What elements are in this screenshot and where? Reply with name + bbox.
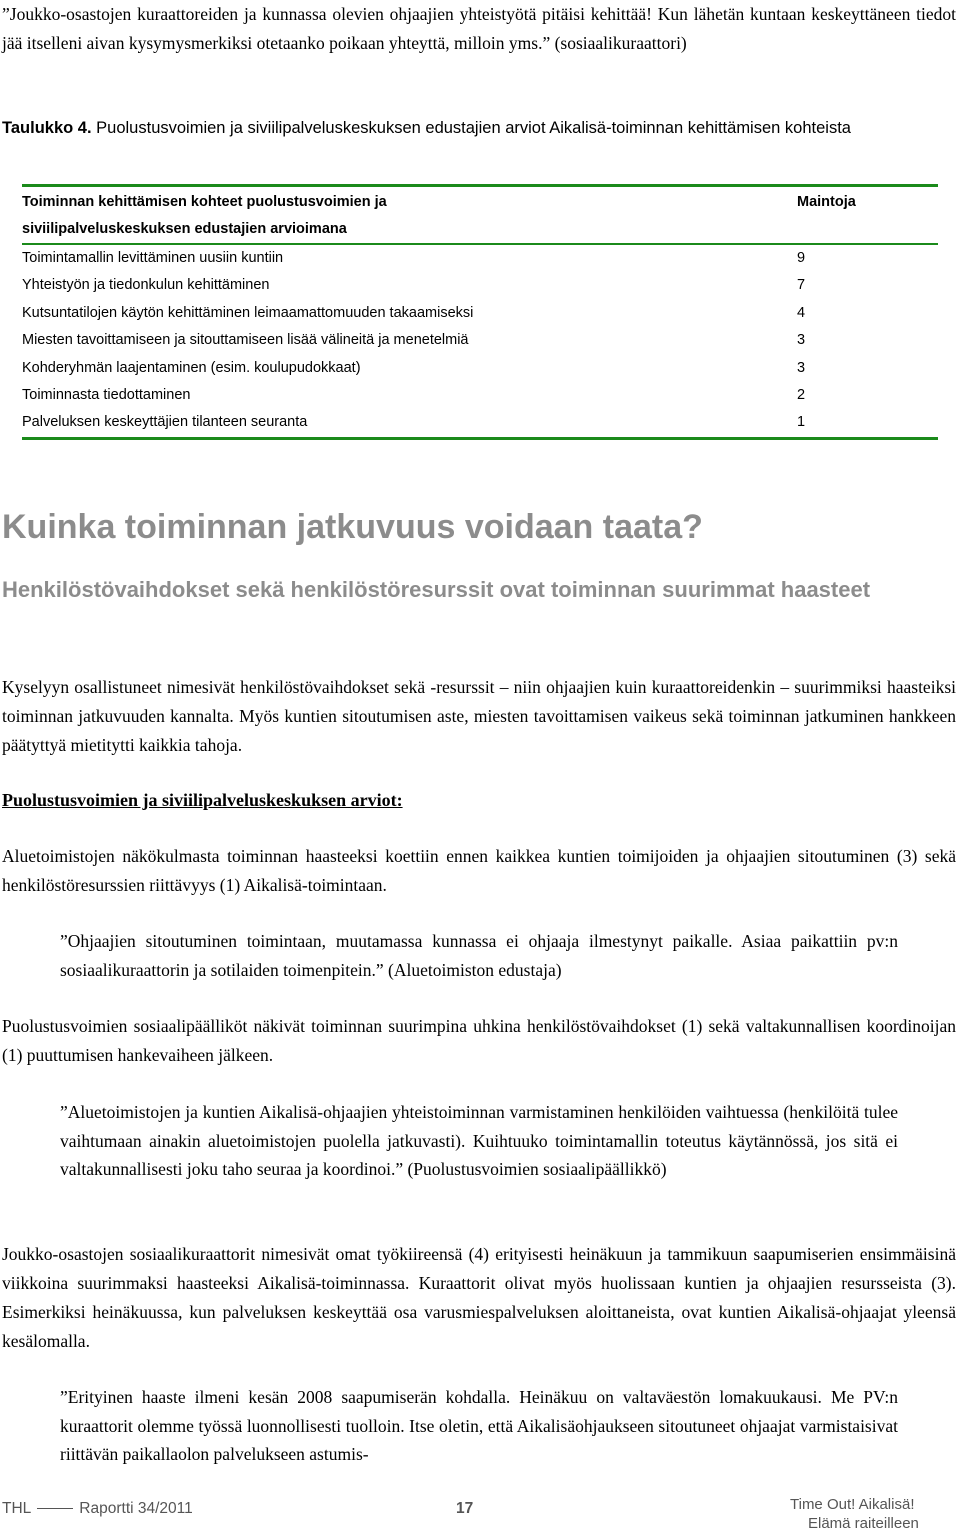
quote-3: ”Erityinen haaste ilmeni kesän 2008 saapumiserän kohdalla. Heinäkuu on valtaväestön lomakuukausi. Me PV:n kuraattorit olemme työssä luonnollisesti tuolloin. Itse oletin, että Aikalisäohjaukseen sitoutuneet ohjaajat varmistaisivat riittävän paikallaolon palvelukseen astumis- (60, 1387, 898, 1464)
section-heading: Kuinka toiminnan jatkuvuus voidaan taata? (2, 508, 703, 546)
row-label: Toimintamallin levittäminen uusiin kuntiin (22, 250, 284, 266)
table-bottom-rule (22, 437, 938, 440)
page-number: 17 (456, 1500, 474, 1517)
table-row (22, 300, 938, 327)
footer-dash (37, 1508, 73, 1509)
footer-brand (790, 1495, 919, 1533)
paragraph-3: Puolustusvoimien sosiaalipäälliköt näkivät toiminnan suurimpina uhkina henkilöstövaihdokset (1) sekä valtakunnallisen koordinoijan (1) puuttumisen hankevaiheen jälkeen. (2, 1016, 956, 1065)
paragraph-2: Aluetoimistojen näkökulmasta toiminnan haasteeksi koettiin ennen kaikkea kuntien toimijoiden ja ohjaajien sitoutuminen (3) sekä henkilöstöresurssien riittävyys (1) Aikalisä-toimintaan. (2, 846, 956, 895)
row-value: 7 (797, 277, 806, 294)
section-subheading: Henkilöstövaihdokset sekä henkilöstöresurssit ovat toiminnan suurimmat haasteet (2, 577, 871, 602)
row-value: 4 (797, 304, 806, 321)
table-row (22, 272, 938, 299)
row-label: Kutsuntatilojen käytön kehittäminen leimaamattomuuden takaamiseksi (22, 304, 474, 321)
paragraph-1: Kyselyyn osallistuneet nimesivät henkilöstövaihdokset sekä -resurssit – niin ohjaajien kuin kuraattoreidenkin – suurimmiksi haasteiksi toiminnan jatkuvuuden kannalta. Myös kuntien sitoutumisen aste, miesten tavoittamisen vaikeus sekä toiminnan jatkuminen hankkeen päätyttyä mietitytti kaikkia tahoja. (2, 677, 956, 755)
row-label: Palveluksen keskeyttäjien tilanteen seuranta (22, 414, 308, 431)
row-label: Toiminnasta tiedottaminen (22, 387, 191, 404)
intro-quote: ”Joukko-osastojen kuraattoreiden ja kunnassa olevien ohjaajien yhteistyötä pitäisi kehittää! Kun lähetän kuntaan keskeyttäneen tiedot jää itselleni aivan kysymysmerkiksi otetaanko poikaan yhteyttä, milloin yms.” (sosiaalikuraattori) (2, 4, 956, 53)
row-value: 2 (797, 387, 806, 404)
row-label: Kohderyhmän laajentaminen (esim. koulupudokkaat) (22, 359, 361, 376)
table-row (22, 355, 938, 382)
subsection-heading: Puolustusvoimien ja siviilipalveluskeskuksen arviot: (2, 790, 403, 810)
footer-brand-line1: Time Out! Aikalisä! (790, 1496, 915, 1513)
row-label: Yhteistyön ja tiedonkulun kehittäminen (22, 277, 270, 294)
header-topic-line1: Toiminnan kehittämisen kohteet puolustusvoimien ja (22, 194, 387, 210)
row-value: 3 (797, 332, 806, 349)
table-caption (2, 113, 952, 143)
footer-report-number: Raportti 34/2011 (79, 1500, 193, 1517)
table-caption-text: Puolustusvoimien ja siviilipalveluskeskuksen edustajien arviot Aikalisä-toiminnan kehittämisen kohteista (96, 119, 851, 137)
header-topic-line2: siviilipalveluskeskuksen edustajien arvioimana (22, 221, 347, 237)
row-value: 1 (797, 414, 806, 431)
table-row (22, 327, 938, 354)
footer-publisher: THL (2, 1500, 32, 1517)
table-row (22, 409, 938, 436)
quote-1: ”Ohjaajien sitoutuminen toimintaan, muutamassa kunnassa ei ohjaaja ilmestynyt paikalle. Asiaa paikattiin pv:n sosiaalikuraattorin ja sotilaiden toimenpitein.” (Aluetoimiston edustaja) (60, 931, 898, 980)
row-value: 3 (797, 359, 806, 376)
table-caption-label: Taulukko 4. (2, 119, 92, 137)
table-header-topic (22, 187, 797, 243)
paragraph-4: Joukko-osastojen sosiaalikuraattorit nimesivät omat työkiireensä (4) erityisesti heinäkuun ja tammikuun saapumiserien ensimmäisinä viikkoina suurimmaksi haasteeksi Aikalisä-toiminnassa. Kuraattorit olivat myös huolissaan kuntien ja ohjaajien resursseista (3). Esimerkiksi heinäkuussa, kun palveluksen keskeyttää osa varusmiespalveluksen aloittaneista, ovat kuntien Aikalisä-ohjaajat yleensä kesälomalla. (2, 1244, 956, 1351)
table-row (22, 382, 938, 409)
table-row (22, 245, 938, 272)
table-header-row (22, 187, 938, 243)
row-label: Miesten tavoittamiseen ja sitouttamiseen lisää välineitä ja menetelmiä (22, 332, 469, 349)
table-header-mentions: Maintoja (797, 194, 856, 210)
quote-2: ”Aluetoimistojen ja kuntien Aikalisä-ohjaajien yhteistoiminnan varmistaminen henkilöiden vaihtuessa (henkilöitä tulee vaihtumaan ainakin aluetoimistojen puolella jatkuvasti). Kuihtuuko toimintamallin toteutus käytännössä, jos sitä ei valtakunnallisesti joku taho seuraa ja koordinoi.” (Puolustusvoimien sosiaalipäällikkö) (60, 1102, 898, 1179)
data-table (22, 184, 938, 440)
row-value: 9 (797, 250, 806, 266)
footer-report (2, 1500, 193, 1518)
footer-brand-line2: Elämä raiteilleen (808, 1515, 919, 1532)
